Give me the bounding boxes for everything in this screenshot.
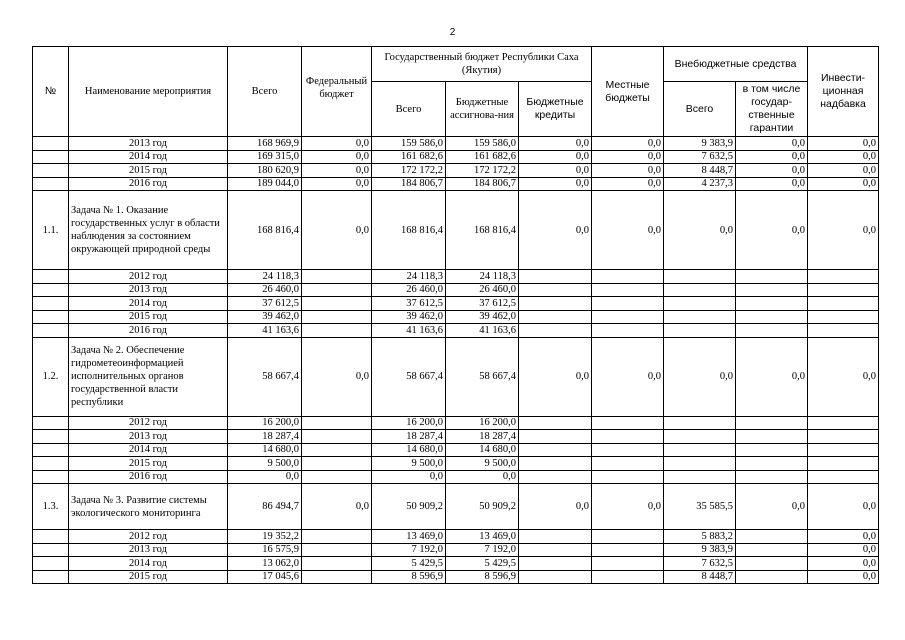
table-row [33, 283, 879, 297]
cell-invest: 0,0 [808, 191, 879, 270]
header-state-budget-group: Государственный бюджет Республики Саха (Якутия) [372, 47, 592, 82]
cell-state-budget: 184 806,7 [446, 177, 519, 191]
cell-total: 168 816,4 [228, 191, 302, 270]
cell-total: 16 575,9 [228, 543, 302, 557]
table-row [33, 150, 879, 164]
row-no [33, 177, 69, 191]
task-name: Задача № 3. Развитие системы экологического мониторинга [69, 484, 228, 530]
table-row [33, 430, 879, 444]
cell-state-total: 168 816,4 [372, 191, 446, 270]
table-row [33, 310, 879, 324]
cell-state-total: 159 586,0 [372, 137, 446, 151]
table-row [33, 470, 879, 484]
row-name: 2016 год [69, 177, 228, 191]
table-row [33, 177, 879, 191]
row-no [33, 150, 69, 164]
cell-state-total: 0,0 [372, 470, 446, 484]
cell-off-guarantees: 0,0 [736, 164, 808, 178]
cell-state-total: 5 429,5 [372, 557, 446, 571]
cell-off-total: 4 237,3 [664, 177, 736, 191]
cell-off-guarantees: 0,0 [736, 150, 808, 164]
cell-invest: 0,0 [808, 484, 879, 530]
cell-invest: 0,0 [808, 530, 879, 544]
cell-federal: 0,0 [302, 177, 372, 191]
header-no: № [33, 47, 69, 137]
table-row [33, 570, 879, 584]
cell-total: 0,0 [228, 470, 302, 484]
task-name: Задача № 1. Оказание государственных услуг в области наблюдения за состоянием окружающей природной среды [69, 191, 228, 270]
cell-total: 13 062,0 [228, 557, 302, 571]
cell-invest: 0,0 [808, 150, 879, 164]
cell-state-budget: 39 462,0 [446, 310, 519, 324]
row-no [33, 137, 69, 151]
cell-state-budget: 41 163,6 [446, 324, 519, 338]
cell-off-guarantees: 0,0 [736, 137, 808, 151]
cell-local: 0,0 [592, 191, 664, 270]
cell-off-guarantees: 0,0 [736, 191, 808, 270]
cell-total: 39 462,0 [228, 310, 302, 324]
cell-local: 0,0 [592, 177, 664, 191]
header-local: Местные бюджеты [592, 47, 664, 137]
cell-invest: 0,0 [808, 137, 879, 151]
cell-off-total: 9 383,9 [664, 137, 736, 151]
cell-total: 19 352,2 [228, 530, 302, 544]
cell-state-total: 13 469,0 [372, 530, 446, 544]
cell-state-budget: 24 118,3 [446, 270, 519, 284]
cell-invest: 0,0 [808, 337, 879, 416]
row-name: 2015 год [69, 570, 228, 584]
cell-state-budget: 168 816,4 [446, 191, 519, 270]
cell-local: 0,0 [592, 137, 664, 151]
cell-state-budget: 13 469,0 [446, 530, 519, 544]
row-name: 2016 год [69, 470, 228, 484]
cell-state-credits: 0,0 [519, 337, 592, 416]
table-row [33, 297, 879, 311]
cell-total: 16 200,0 [228, 416, 302, 430]
cell-local: 0,0 [592, 150, 664, 164]
cell-total: 189 044,0 [228, 177, 302, 191]
cell-total: 86 494,7 [228, 484, 302, 530]
cell-total: 169 315,0 [228, 150, 302, 164]
header-off-guarantees: в том числе государ-ственные гарантии [736, 82, 808, 137]
cell-state-total: 184 806,7 [372, 177, 446, 191]
cell-state-budget: 0,0 [446, 470, 519, 484]
table-row [33, 557, 879, 571]
cell-state-budget: 26 460,0 [446, 283, 519, 297]
cell-off-total: 9 383,9 [664, 543, 736, 557]
cell-state-total: 161 682,6 [372, 150, 446, 164]
cell-state-budget: 8 596,9 [446, 570, 519, 584]
header-state-credits: Бюджетные кредиты [519, 82, 592, 137]
cell-state-budget: 159 586,0 [446, 137, 519, 151]
cell-federal: 0,0 [302, 191, 372, 270]
task-row [33, 337, 879, 416]
table-row [33, 443, 879, 457]
cell-state-total: 9 500,0 [372, 457, 446, 471]
cell-state-total: 24 118,3 [372, 270, 446, 284]
row-name: 2014 год [69, 297, 228, 311]
row-name: 2013 год [69, 137, 228, 151]
cell-total: 18 287,4 [228, 430, 302, 444]
cell-state-credits: 0,0 [519, 150, 592, 164]
header-name: Наименование мероприятия [69, 47, 228, 137]
cell-total: 26 460,0 [228, 283, 302, 297]
cell-total: 180 620,9 [228, 164, 302, 178]
cell-off-total: 7 632,5 [664, 557, 736, 571]
cell-off-guarantees: 0,0 [736, 337, 808, 416]
cell-state-total: 18 287,4 [372, 430, 446, 444]
cell-state-total: 172 172,2 [372, 164, 446, 178]
cell-state-budget: 14 680,0 [446, 443, 519, 457]
task-no: 1.1. [33, 191, 69, 270]
task-name: Задача № 2. Обеспечение гидрометеоинформацией исполнительных органов государственной власти республики [69, 337, 228, 416]
task-row [33, 484, 879, 530]
cell-total: 17 045,6 [228, 570, 302, 584]
task-no: 1.2. [33, 337, 69, 416]
header-offbudget-group: Внебюджетные средства [664, 47, 808, 82]
cell-invest: 0,0 [808, 570, 879, 584]
cell-state-total: 37 612,5 [372, 297, 446, 311]
cell-state-credits: 0,0 [519, 484, 592, 530]
cell-state-budget: 18 287,4 [446, 430, 519, 444]
cell-federal: 0,0 [302, 150, 372, 164]
cell-off-guarantees: 0,0 [736, 177, 808, 191]
table-row [33, 324, 879, 338]
cell-off-guarantees: 0,0 [736, 484, 808, 530]
row-name: 2013 год [69, 283, 228, 297]
table-row [33, 457, 879, 471]
cell-state-credits: 0,0 [519, 191, 592, 270]
task-no: 1.3. [33, 484, 69, 530]
header-federal: Федеральный бюджет [302, 47, 372, 137]
row-name: 2012 год [69, 270, 228, 284]
row-name: 2016 год [69, 324, 228, 338]
header-state-budget: Бюджетные ассигнова-ния [446, 82, 519, 137]
cell-state-budget: 161 682,6 [446, 150, 519, 164]
row-name: 2014 год [69, 150, 228, 164]
cell-state-budget: 37 612,5 [446, 297, 519, 311]
table-row [33, 543, 879, 557]
cell-local: 0,0 [592, 337, 664, 416]
cell-invest: 0,0 [808, 543, 879, 557]
table-row [33, 416, 879, 430]
table-row [33, 164, 879, 178]
cell-invest: 0,0 [808, 557, 879, 571]
row-name: 2012 год [69, 530, 228, 544]
cell-total: 58 667,4 [228, 337, 302, 416]
cell-off-total: 5 883,2 [664, 530, 736, 544]
cell-off-total: 8 448,7 [664, 164, 736, 178]
cell-state-credits: 0,0 [519, 137, 592, 151]
cell-state-total: 8 596,9 [372, 570, 446, 584]
cell-total: 14 680,0 [228, 443, 302, 457]
cell-state-total: 26 460,0 [372, 283, 446, 297]
row-name: 2015 год [69, 457, 228, 471]
cell-total: 37 612,5 [228, 297, 302, 311]
row-no [33, 164, 69, 178]
cell-federal: 0,0 [302, 484, 372, 530]
cell-off-total: 0,0 [664, 337, 736, 416]
table-row [33, 270, 879, 284]
cell-state-total: 58 667,4 [372, 337, 446, 416]
cell-state-budget: 9 500,0 [446, 457, 519, 471]
row-name: 2014 год [69, 557, 228, 571]
cell-invest: 0,0 [808, 177, 879, 191]
cell-state-budget: 5 429,5 [446, 557, 519, 571]
task-row [33, 191, 879, 270]
cell-state-budget: 172 172,2 [446, 164, 519, 178]
cell-total: 41 163,6 [228, 324, 302, 338]
row-name: 2014 год [69, 443, 228, 457]
header-invest: Инвести-ционная надбавка [808, 47, 879, 137]
header-total: Всего [228, 47, 302, 137]
cell-state-total: 14 680,0 [372, 443, 446, 457]
cell-state-total: 41 163,6 [372, 324, 446, 338]
cell-federal: 0,0 [302, 164, 372, 178]
cell-state-total: 50 909,2 [372, 484, 446, 530]
row-name: 2015 год [69, 310, 228, 324]
cell-state-total: 7 192,0 [372, 543, 446, 557]
budget-table [32, 46, 879, 584]
row-name: 2012 год [69, 416, 228, 430]
cell-off-total: 7 632,5 [664, 150, 736, 164]
cell-state-total: 16 200,0 [372, 416, 446, 430]
row-name: 2013 год [69, 430, 228, 444]
cell-off-total: 35 585,5 [664, 484, 736, 530]
cell-state-budget: 58 667,4 [446, 337, 519, 416]
cell-local: 0,0 [592, 164, 664, 178]
cell-state-budget: 50 909,2 [446, 484, 519, 530]
header-state-total: Всего [372, 82, 446, 137]
cell-invest: 0,0 [808, 164, 879, 178]
cell-total: 168 969,9 [228, 137, 302, 151]
page-number: 2 [449, 27, 456, 38]
row-name: 2015 год [69, 164, 228, 178]
row-name: 2013 год [69, 543, 228, 557]
cell-state-credits: 0,0 [519, 164, 592, 178]
cell-state-total: 39 462,0 [372, 310, 446, 324]
header-off-total: Всего [664, 82, 736, 137]
cell-state-credits: 0,0 [519, 177, 592, 191]
cell-local: 0,0 [592, 484, 664, 530]
cell-total: 9 500,0 [228, 457, 302, 471]
cell-federal: 0,0 [302, 137, 372, 151]
cell-off-total: 0,0 [664, 191, 736, 270]
table-row [33, 530, 879, 544]
cell-federal: 0,0 [302, 337, 372, 416]
cell-off-total: 8 448,7 [664, 570, 736, 584]
cell-state-budget: 7 192,0 [446, 543, 519, 557]
table-row [33, 137, 879, 151]
cell-total: 24 118,3 [228, 270, 302, 284]
cell-state-budget: 16 200,0 [446, 416, 519, 430]
